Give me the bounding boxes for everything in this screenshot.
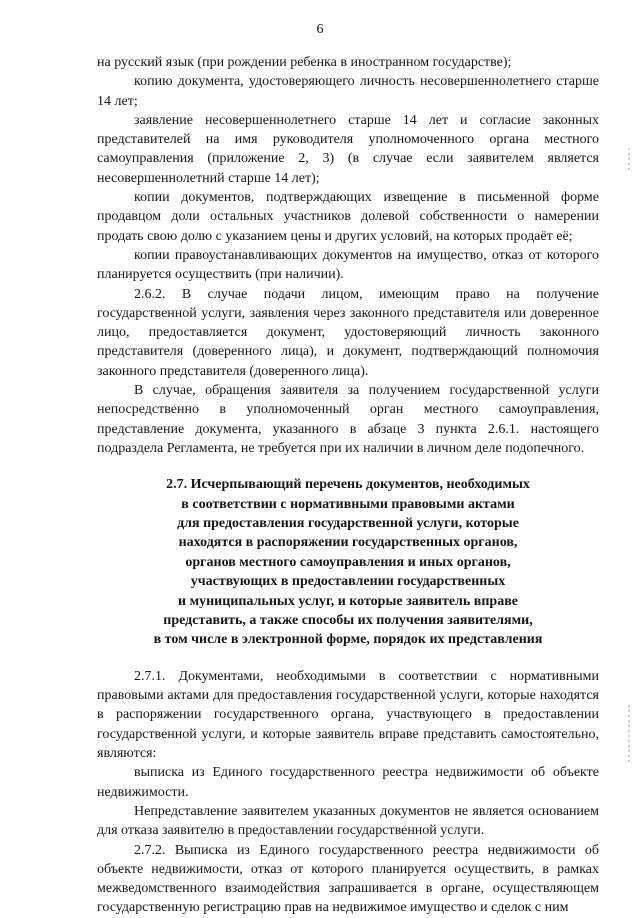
heading-line: органов местного самоуправления и иных органов, — [185, 554, 511, 570]
paragraph: В случае, обращения заявителя за получением государственной услуги непосредственно в уполномоченный орган местного самоуправления, представление документа, указанного в абзаце 3 пункта 2.6.1. настоящего подраздела Регламента, не требуется при их наличии в личном деле подопечного. — [97, 383, 599, 456]
paragraph: копии правоустанавливающих документов на имущество, отказ от которого планируется осуществить (при наличии). — [97, 247, 599, 283]
document-body — [97, 53, 599, 918]
heading-line: 2.7. Исчерпывающий перечень документов, необходимых — [166, 477, 530, 493]
paragraph: 2.7.2. Выписка из Единого государственного реестра недвижимости об объекте недвижимости, отказ от которого планируется осуществить, в рамках межведомственного взаимодействия запрашивается в органе, осуществляющем государственную регистрацию прав на недвижимое имущество и сделок с ним — [97, 842, 599, 916]
section-heading — [97, 475, 599, 650]
paragraph: выписка из Единого государственного реестра недвижимости об объекте недвижимости. — [97, 765, 599, 800]
paragraph: на русский язык (при рождении ребенка в иностранном государстве); — [97, 55, 512, 70]
paragraph: копии документов, подтверждающих извещение в письменной форме продавцом доли остальных участников долевой собственности о намерении продать свою долю с указанием цены и других условий, на которых продаёт её; — [97, 190, 599, 244]
paragraph: копию документа, удостоверяющего личность несовершеннолетнего старше 14 лет; — [97, 74, 599, 109]
heading-line: находятся в распоряжении государственных органов, — [178, 535, 518, 551]
heading-line: в том числе в электронной форме, порядок их представления — [153, 632, 543, 648]
page-number: 6 — [316, 22, 324, 37]
heading-line: представить, а также способы их получения заявителями, — [163, 613, 533, 629]
paragraph: Непредставление заявителем указанных документов не является основанием для отказа заявителю в предоставлении государственной услуги. — [97, 803, 599, 839]
paragraph: заявление несовершеннолетнего старше 14 лет и согласие законных представителей на имя руководителя уполномоченного органа местного самоуправления (приложение 2, 3) (в случае если заявителем является несовершеннолетний старше 14 лет); — [97, 112, 599, 186]
scan-margin-mark — [628, 705, 630, 765]
paragraph: 2.6.2. В случае подачи лицом, имеющим право на получение государственной услуги, заявления через законного представителя или доверенное лицо, предоставляется документ, удостоверяющий личность законного представителя (доверенного лица), и документ, подтверждающий полномочия законного представителя (доверенного лица). — [97, 286, 599, 379]
heading-line: и муниципальных услуг, и которые заявитель вправе — [178, 593, 518, 609]
scan-margin-mark — [628, 148, 630, 170]
paragraph: 2.7.1. Документами, необходимыми в соответствии с нормативными правовыми актами для предоставления государственной услуги, которые находятся в распоряжении государственного органа, участвующего в предоставлении государственной услуги, и которые заявитель вправе представить самостоятельно, являются: — [97, 668, 599, 762]
heading-line: для предоставления государственной услуги, которые — [177, 516, 519, 532]
heading-line: в соответствии с нормативными правовыми актами — [181, 496, 515, 512]
heading-line: участвующих в предоставлении государственных — [190, 574, 506, 590]
